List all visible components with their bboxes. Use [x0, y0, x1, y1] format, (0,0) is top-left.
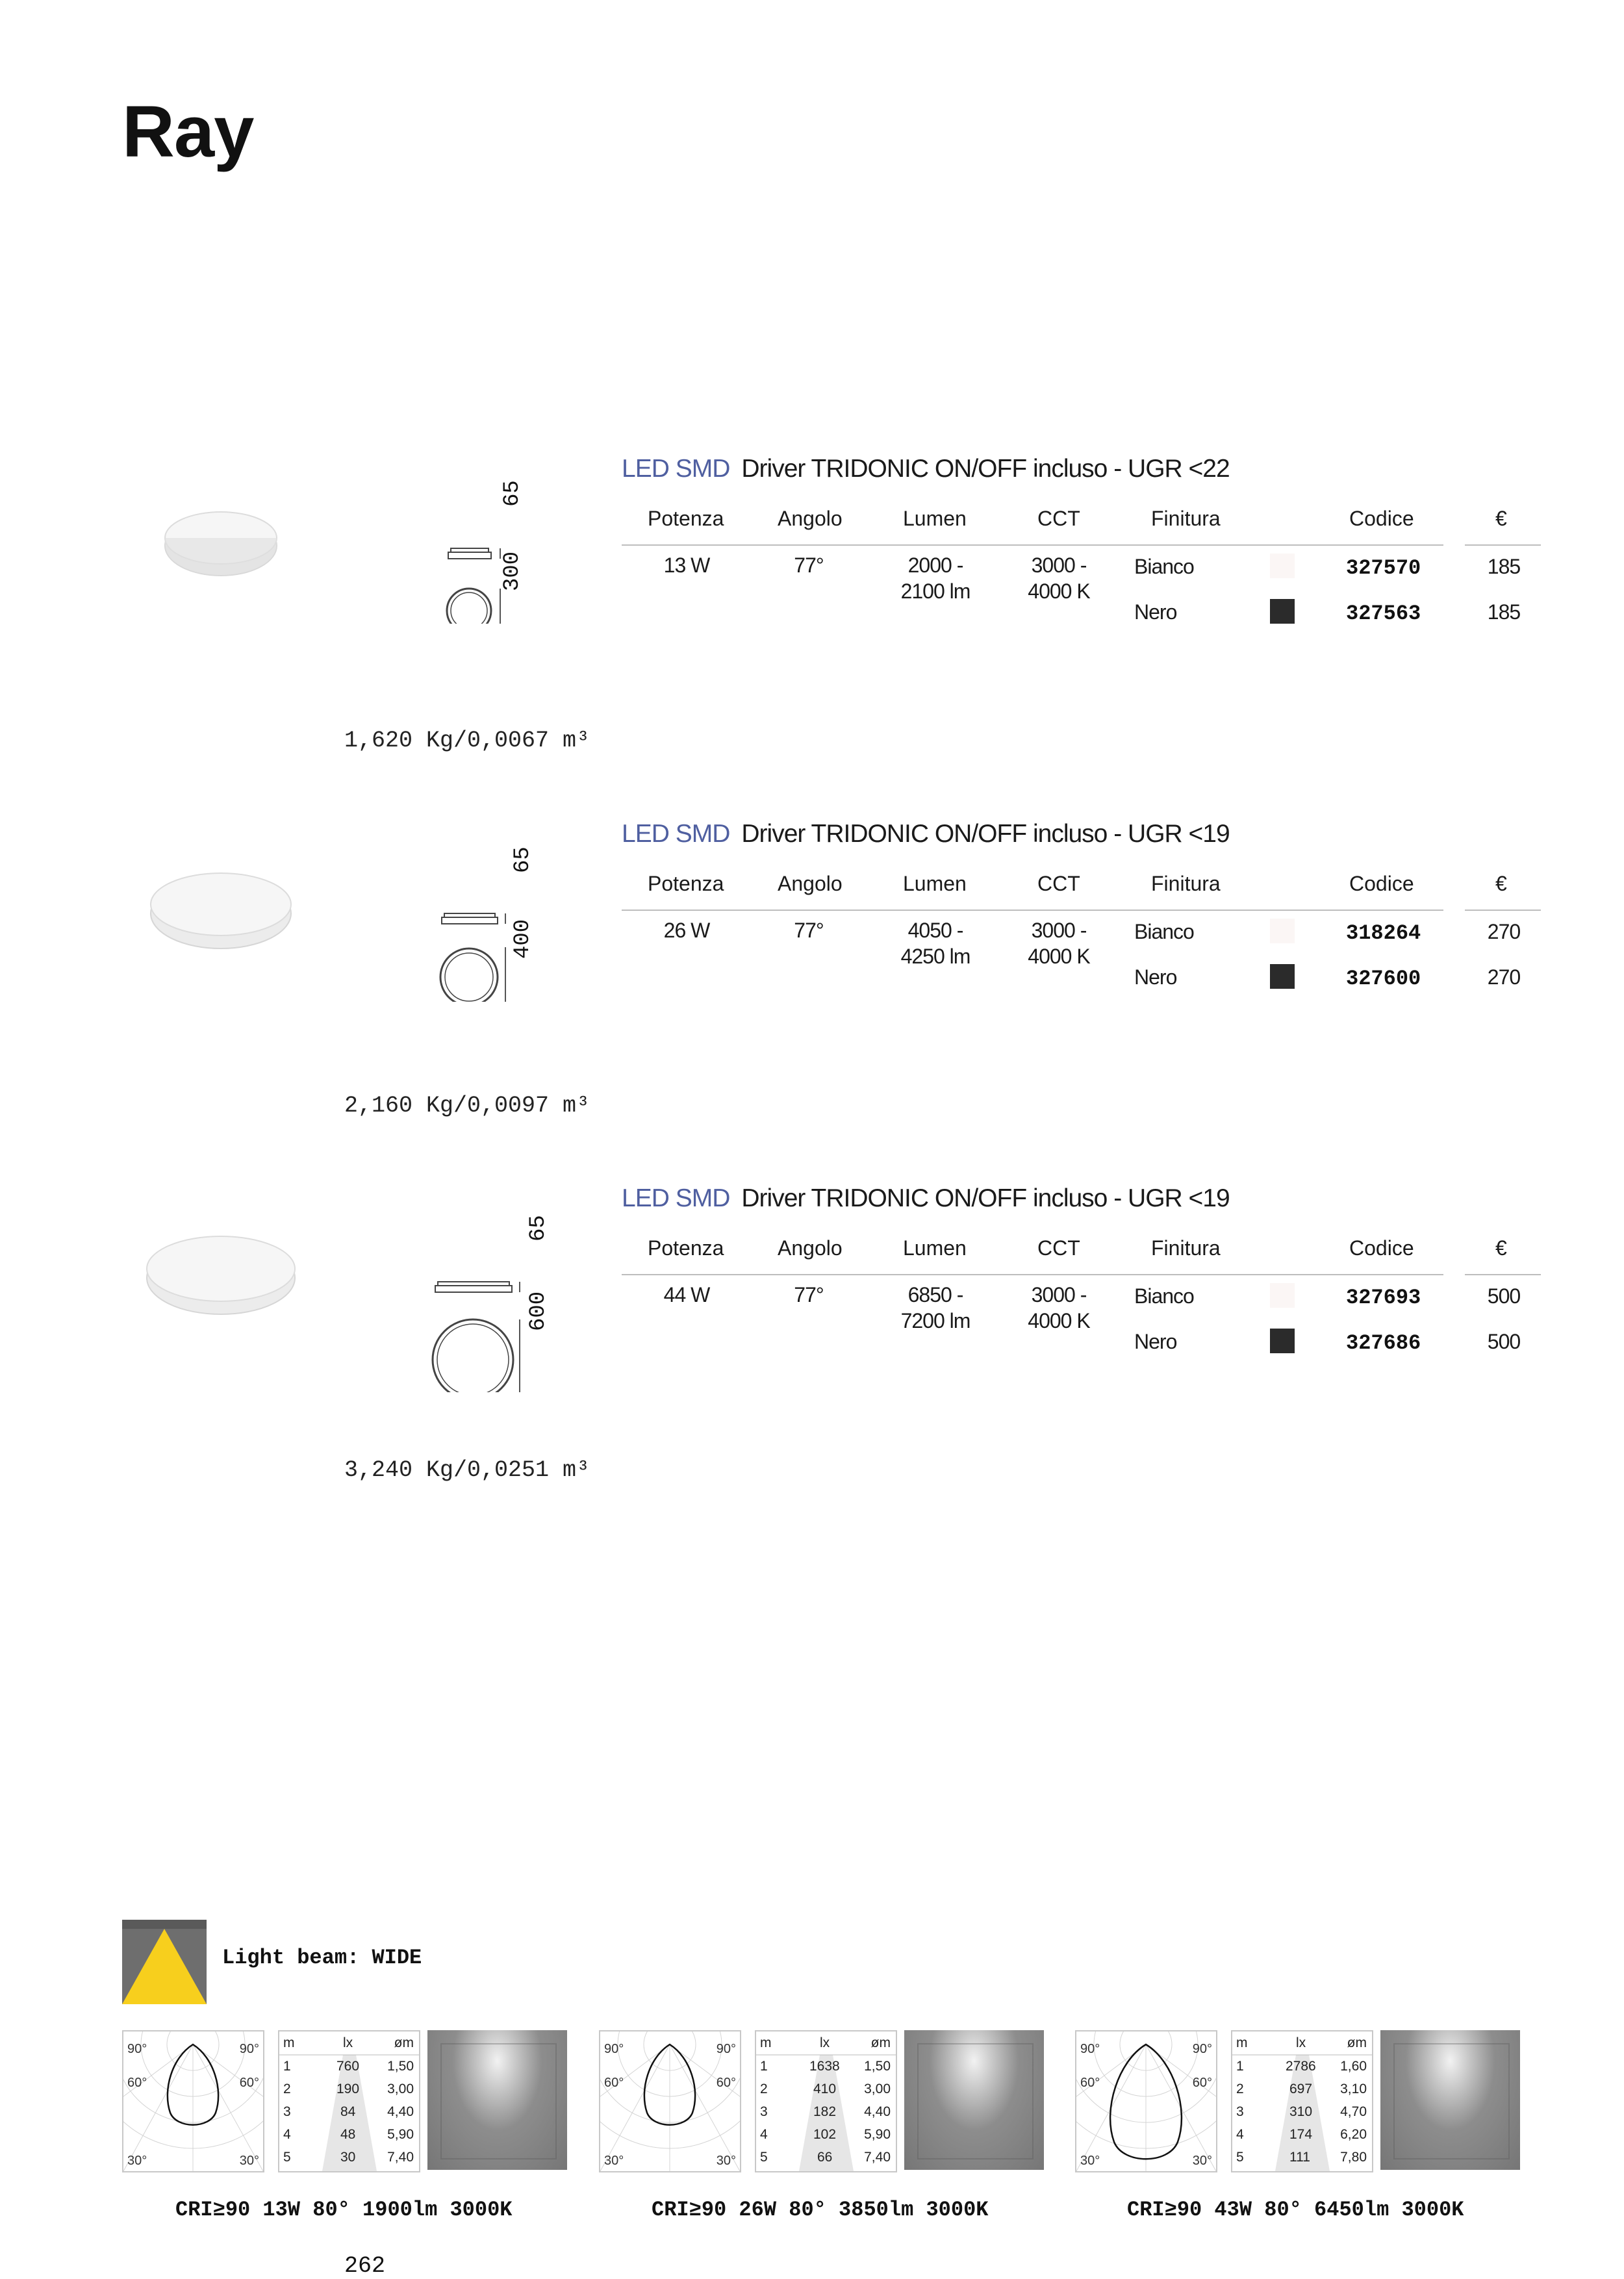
finitura-nero: Nero	[1134, 600, 1177, 624]
header-rule	[1465, 910, 1541, 911]
table-row	[1232, 2102, 1372, 2124]
section-heading	[622, 455, 1230, 483]
col-m: m	[760, 2035, 772, 2050]
cell-lx: 111	[1289, 2150, 1310, 2165]
table-header-row	[756, 2033, 896, 2055]
angle-label: 30°	[1080, 2154, 1100, 2168]
cell-om: 7,80	[1340, 2150, 1367, 2165]
dimension-height: 65	[511, 847, 535, 873]
cell-lx: 697	[1289, 2082, 1313, 2096]
header-euro: €	[1495, 1236, 1507, 1260]
table-header-row	[279, 2033, 419, 2055]
table-row	[756, 2124, 896, 2146]
cell-om: 4,70	[1340, 2104, 1367, 2119]
cell-lx: 66	[817, 2150, 833, 2165]
dimension-diameter: 400	[511, 919, 535, 959]
table-row	[1232, 2124, 1372, 2146]
weight-volume: 1,620 Kg/0,0067 m³	[344, 728, 590, 754]
product-code: 327563	[1346, 602, 1421, 626]
col-om: øm	[1347, 2035, 1367, 2050]
page-number: 262	[344, 2253, 386, 2279]
cell-lx: 30	[340, 2150, 356, 2165]
cell-lx: 1638	[809, 2059, 840, 2074]
angle-label: 30°	[1192, 2154, 1212, 2168]
cell-om: 5,90	[864, 2127, 891, 2142]
header-lumen: Lumen	[903, 1236, 967, 1260]
cell-m: 3	[283, 2104, 291, 2119]
angle-label: 60°	[127, 2076, 147, 2090]
table-row	[279, 2102, 419, 2124]
dimension-height: 65	[526, 1215, 551, 1241]
angolo-value: 77°	[794, 554, 824, 577]
lumen-value-2: 2100 lm	[900, 579, 971, 603]
header-cct: CCT	[1037, 1236, 1080, 1260]
product-photo	[148, 846, 317, 976]
header-finitura: Finitura	[1151, 872, 1221, 895]
page-title: Ray	[122, 91, 254, 172]
cell-om: 4,40	[864, 2104, 891, 2119]
finitura-bianco: Bianco	[1134, 555, 1194, 578]
cell-lx: 310	[1289, 2104, 1313, 2119]
table-row	[279, 2124, 419, 2146]
driver-info: Driver TRIDONIC ON/OFF incluso - UGR <22	[741, 455, 1230, 483]
cct-value-2: 4000 K	[1028, 945, 1090, 968]
light-beam-icon	[122, 1920, 207, 2004]
angle-label: 60°	[716, 2076, 736, 2090]
product-photo	[162, 481, 318, 611]
angle-label: 90°	[1192, 2042, 1212, 2056]
finitura-nero: Nero	[1134, 965, 1177, 989]
angle-label: 30°	[716, 2154, 736, 2168]
price: 270	[1487, 965, 1521, 989]
cell-m: 4	[1236, 2127, 1244, 2142]
header-angolo: Angolo	[778, 1236, 843, 1260]
photometry-table	[1231, 2030, 1373, 2172]
cell-lx: 410	[813, 2082, 837, 2096]
header-codice: Codice	[1349, 1236, 1414, 1260]
cell-lx: 102	[813, 2127, 837, 2142]
dimension-drawing	[429, 1223, 578, 1392]
header-cct: CCT	[1037, 507, 1080, 530]
header-finitura: Finitura	[1151, 507, 1221, 530]
room-render-image	[1380, 2030, 1520, 2170]
cell-om: 1,60	[1340, 2059, 1367, 2074]
angle-label: 30°	[239, 2154, 259, 2168]
weight-volume: 3,240 Kg/0,0251 m³	[344, 1457, 590, 1483]
price: 270	[1487, 920, 1521, 943]
angolo-value: 77°	[794, 919, 824, 942]
led-type: LED SMD	[622, 1184, 730, 1212]
col-om: øm	[394, 2035, 414, 2050]
cell-om: 7,40	[864, 2150, 891, 2165]
cell-m: 3	[1236, 2104, 1244, 2119]
cct-value-1: 3000 -	[1031, 919, 1087, 942]
product-code: 327686	[1346, 1331, 1421, 1355]
product-section-3	[0, 1184, 1624, 1548]
product-code: 327693	[1346, 1286, 1421, 1310]
table-header-row	[1232, 2033, 1372, 2055]
cell-om: 4,40	[387, 2104, 414, 2119]
finish-swatch-black	[1270, 964, 1295, 989]
cell-om: 1,50	[864, 2059, 891, 2074]
finish-swatch-black	[1270, 599, 1295, 624]
angle-label: 30°	[127, 2154, 147, 2168]
product-photo	[144, 1210, 313, 1340]
angle-label: 90°	[1080, 2042, 1100, 2056]
header-potenza: Potenza	[648, 872, 724, 895]
angle-label: 90°	[239, 2042, 259, 2056]
product-code: 327570	[1346, 556, 1421, 580]
cct-value-2: 4000 K	[1028, 1309, 1090, 1332]
dimension-diameter: 600	[526, 1291, 551, 1331]
angle-label: 90°	[604, 2042, 624, 2056]
cell-m: 2	[1236, 2082, 1244, 2096]
cell-m: 1	[760, 2059, 768, 2074]
table-row	[1232, 2079, 1372, 2101]
table-row	[279, 2056, 419, 2078]
col-m: m	[283, 2035, 295, 2050]
finish-swatch-black	[1270, 1329, 1295, 1353]
dimension-height: 65	[500, 480, 525, 507]
cell-m: 1	[1236, 2059, 1244, 2074]
lumen-value-1: 4050 -	[907, 919, 963, 942]
product-section-2	[0, 820, 1624, 1184]
cct-value-2: 4000 K	[1028, 579, 1090, 603]
product-code: 318264	[1346, 921, 1421, 945]
lumen-value-1: 6850 -	[907, 1283, 963, 1306]
product-section-1	[0, 455, 1624, 819]
cell-om: 3,10	[1340, 2082, 1367, 2096]
angle-label: 60°	[1080, 2076, 1100, 2090]
finish-swatch-white	[1270, 554, 1295, 578]
header-lumen: Lumen	[903, 507, 967, 530]
angle-label: 90°	[716, 2042, 736, 2056]
cell-om: 7,40	[387, 2150, 414, 2165]
col-lx: lx	[820, 2035, 830, 2050]
header-rule	[1465, 544, 1541, 546]
weight-volume: 2,160 Kg/0,0097 m³	[344, 1093, 590, 1119]
dimension-drawing	[435, 859, 578, 1002]
section-heading	[622, 820, 1230, 848]
angle-label: 30°	[604, 2154, 624, 2168]
cell-m: 5	[760, 2150, 768, 2165]
potenza-value: 26 W	[663, 919, 710, 942]
cell-m: 4	[760, 2127, 768, 2142]
finitura-bianco: Bianco	[1134, 1284, 1194, 1308]
cell-m: 5	[283, 2150, 291, 2165]
cct-value-1: 3000 -	[1031, 554, 1087, 577]
header-angolo: Angolo	[778, 507, 843, 530]
cell-m: 2	[760, 2082, 768, 2096]
potenza-value: 13 W	[663, 554, 710, 577]
cell-om: 3,00	[387, 2082, 414, 2096]
cell-om: 6,20	[1340, 2127, 1367, 2142]
cell-om: 3,00	[864, 2082, 891, 2096]
header-cct: CCT	[1037, 872, 1080, 895]
photometry-caption: CRI≥90 43W 80° 6450lm 3000K	[1127, 2198, 1464, 2222]
header-lumen: Lumen	[903, 872, 967, 895]
cell-m: 3	[760, 2104, 768, 2119]
lumen-value-2: 7200 lm	[900, 1309, 971, 1332]
price: 500	[1487, 1330, 1521, 1353]
photometry-table	[278, 2030, 420, 2172]
lumen-value-1: 2000 -	[907, 554, 963, 577]
photometry-table	[755, 2030, 897, 2172]
cell-lx: 760	[336, 2059, 360, 2074]
col-m: m	[1236, 2035, 1248, 2050]
product-code: 327600	[1346, 967, 1421, 991]
led-type: LED SMD	[622, 455, 730, 483]
header-angolo: Angolo	[778, 872, 843, 895]
table-row	[756, 2079, 896, 2101]
angle-label: 90°	[127, 2042, 147, 2056]
table-row	[1232, 2056, 1372, 2078]
table-row	[756, 2056, 896, 2078]
header-euro: €	[1495, 872, 1507, 895]
finitura-bianco: Bianco	[1134, 920, 1194, 943]
cell-lx: 2786	[1286, 2059, 1316, 2074]
col-lx: lx	[343, 2035, 353, 2050]
photometry-caption: CRI≥90 13W 80° 1900lm 3000K	[175, 2198, 513, 2222]
table-row	[756, 2147, 896, 2169]
finish-swatch-white	[1270, 919, 1295, 943]
cell-m: 4	[283, 2127, 291, 2142]
room-render-image	[427, 2030, 567, 2170]
finish-swatch-white	[1270, 1283, 1295, 1308]
potenza-value: 44 W	[663, 1283, 710, 1306]
angolo-value: 77°	[794, 1283, 824, 1306]
header-rule	[622, 1274, 1443, 1275]
section-heading	[622, 1184, 1230, 1213]
price: 500	[1487, 1284, 1521, 1308]
angle-label: 60°	[604, 2076, 624, 2090]
table-row	[1232, 2147, 1372, 2169]
cct-value-1: 3000 -	[1031, 1283, 1087, 1306]
header-finitura: Finitura	[1151, 1236, 1221, 1260]
cell-om: 5,90	[387, 2127, 414, 2142]
header-codice: Codice	[1349, 872, 1414, 895]
angle-label: 60°	[239, 2076, 259, 2090]
driver-info: Driver TRIDONIC ON/OFF incluso - UGR <19	[741, 1184, 1230, 1212]
dimension-diameter: 300	[500, 551, 525, 591]
price: 185	[1487, 600, 1521, 624]
header-potenza: Potenza	[648, 507, 724, 530]
table-row	[279, 2079, 419, 2101]
cell-lx: 182	[813, 2104, 837, 2119]
cell-m: 1	[283, 2059, 291, 2074]
cell-m: 2	[283, 2082, 291, 2096]
finitura-nero: Nero	[1134, 1330, 1177, 1353]
polar-diagram	[122, 2030, 264, 2172]
table-row	[279, 2147, 419, 2169]
cell-lx: 190	[336, 2082, 360, 2096]
angle-label: 60°	[1192, 2076, 1212, 2090]
header-rule	[622, 544, 1443, 546]
cell-lx: 84	[340, 2104, 356, 2119]
photometry-caption: CRI≥90 26W 80° 3850lm 3000K	[652, 2198, 989, 2222]
cell-om: 1,50	[387, 2059, 414, 2074]
price: 185	[1487, 555, 1521, 578]
col-om: øm	[870, 2035, 891, 2050]
polar-diagram	[1075, 2030, 1217, 2172]
header-rule	[622, 910, 1443, 911]
lumen-value-2: 4250 lm	[900, 945, 971, 968]
col-lx: lx	[1296, 2035, 1306, 2050]
cell-m: 5	[1236, 2150, 1244, 2165]
cell-lx: 48	[340, 2127, 356, 2142]
cell-lx: 174	[1289, 2127, 1313, 2142]
header-euro: €	[1495, 507, 1507, 530]
polar-diagram	[599, 2030, 741, 2172]
table-row	[756, 2102, 896, 2124]
light-beam-label: Light beam: WIDE	[222, 1946, 422, 1970]
led-type: LED SMD	[622, 820, 730, 848]
room-render-image	[904, 2030, 1044, 2170]
header-rule	[1465, 1274, 1541, 1275]
header-potenza: Potenza	[648, 1236, 724, 1260]
header-codice: Codice	[1349, 507, 1414, 530]
driver-info: Driver TRIDONIC ON/OFF incluso - UGR <19	[741, 820, 1230, 848]
